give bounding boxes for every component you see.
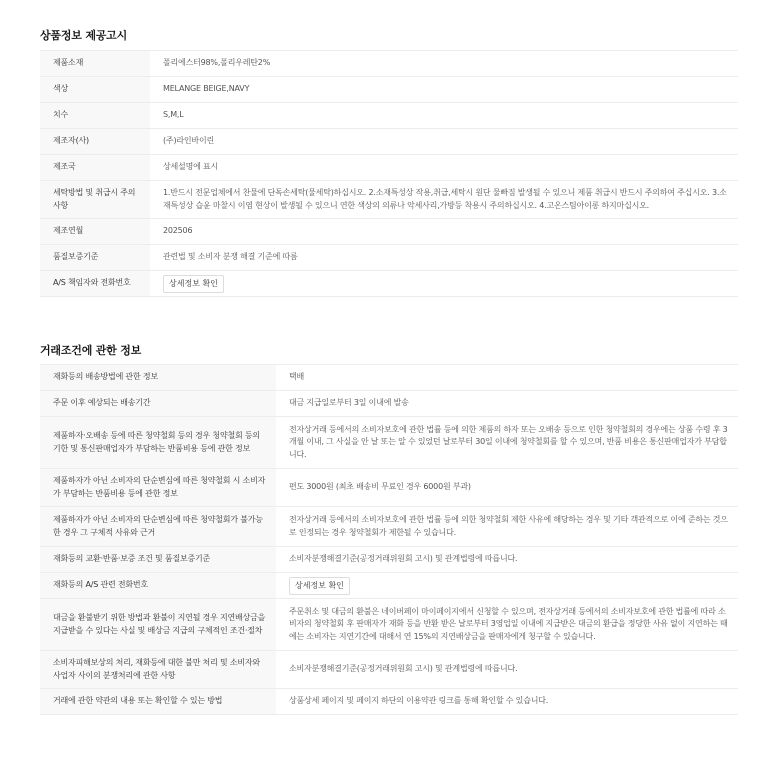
table-row: [40, 469, 738, 507]
row-label: 제조연월: [40, 219, 150, 245]
row-label: 재화등의 배송방법에 관한 정보: [40, 365, 276, 391]
row-value: 1.반드시 전문업체에서 찬물에 단독손세탁(물세탁)하십시오. 2.소재특성상 작용,취급,세탁시 원단 물빠짐 발생될 수 있으니 제품 취급시 반드시 주의하여 주십시오. 3.소재특성상 습윤 마찰시 이염 현상이 발생될 수 있으니 연한 색상의 의류나 악세사리,가방등 착용시 주의하십시오. 4.고온스팀아이롱 하지마십시오.: [150, 181, 738, 219]
row-value: 소비자분쟁해결기준(공정거래위원회 고시) 및 관계법령에 따릅니다.: [276, 547, 738, 573]
table-row: [40, 155, 738, 181]
row-value: 편도 3000원 (최초 배송비 무료인 경우 6000원 부과): [276, 469, 738, 507]
table-row: [40, 417, 738, 469]
table-row: [40, 391, 738, 417]
table-row: [40, 103, 738, 129]
row-label: 제품소재: [40, 51, 150, 77]
table-row: [40, 245, 738, 271]
row-label: 세탁방법 및 취급시 주의사항: [40, 181, 150, 219]
as-phone-detail-button[interactable]: 상세정보 확인: [289, 577, 350, 595]
trade-terms-table: [40, 364, 738, 715]
table-row: [40, 547, 738, 573]
table-row: [40, 77, 738, 103]
product-notice-table: [40, 50, 738, 297]
row-value: 대금 지급일로부터 3일 이내에 발송: [276, 391, 738, 417]
table-row: [40, 365, 738, 391]
row-label: 주문 이후 예상되는 배송기간: [40, 391, 276, 417]
table-row: [40, 507, 738, 547]
row-value: 소비자분쟁해결기준(공정거래위원회 고시) 및 관계법령에 따릅니다.: [276, 651, 738, 689]
row-label: 대금을 환불받기 위한 방법과 환불이 지연될 경우 지연배상금을 지급받을 수 있다는 사실 및 배상금 지급의 구체적인 조건·절차: [40, 599, 276, 651]
trade-terms-title: 거래조건에 관한 정보: [40, 344, 142, 357]
row-value: 택배: [276, 365, 738, 391]
row-value: 주문취소 및 대금의 환불은 네이버페이 마이페이지에서 신청할 수 있으며, 전자상거래 등에서의 소비자보호에 관한 법률에 따라 소비자의 청약철회 후 판매자가 재화 등을 반환 받은 날로부터 3영업일 이내에 지급받은 대금의 환급을 정당한 사유 없이 지연하는 때에는 소비자는 지연기간에 대해서 연 15%의 지연배상금을 판매자에게 청구할 수 있습니다.: [276, 599, 738, 651]
row-label: 제품하자·오배송 등에 따른 청약철회 등의 경우 청약철회 등의 기한 및 통신판매업자가 부담하는 반품비용 등에 관한 정보: [40, 417, 276, 469]
table-row: [40, 271, 738, 297]
table-row: [40, 651, 738, 689]
product-notice-title: 상품정보 제공고시: [40, 29, 128, 42]
row-label: A/S 책임자와 전화번호: [40, 271, 150, 297]
row-value: 폴리에스터98%,폴리우레탄2%: [150, 51, 738, 77]
row-label: 거래에 관한 약관의 내용 또는 확인할 수 있는 방법: [40, 689, 276, 715]
table-row: [40, 51, 738, 77]
row-label: 색상: [40, 77, 150, 103]
row-value: 202506: [150, 219, 738, 245]
row-label: 재화등의 A/S 관련 전화번호: [40, 573, 276, 599]
table-row: [40, 129, 738, 155]
row-value: (주)라인바이린: [150, 129, 738, 155]
row-label: 제품하자가 아닌 소비자의 단순변심에 따른 청약철회 시 소비자가 부담하는 반품비용 등에 관한 정보: [40, 469, 276, 507]
row-value: [150, 271, 738, 297]
row-value: [276, 573, 738, 599]
table-row: [40, 219, 738, 245]
row-value: S,M,L: [150, 103, 738, 129]
table-row: [40, 573, 738, 599]
row-label: 재화등의 교환·반품·보증 조건 및 품질보증기준: [40, 547, 276, 573]
row-value: 상품상세 페이지 및 페이지 하단의 이용약관 링크를 통해 확인할 수 있습니다.: [276, 689, 738, 715]
row-value: MELANGE BEIGE,NAVY: [150, 77, 738, 103]
row-value: 전자상거래 등에서의 소비자보호에 관한 법률 등에 의한 제품의 하자 또는 오배송 등으로 인한 청약철회의 경우에는 상품 수령 후 3개월 이내, 그 사실을 안 날 또는 알 수 있었던 날로부터 30일 이내에 청약철회를 할 수 있으며, 반품 비용은 통신판매업자가 부담합니다.: [276, 417, 738, 469]
as-contact-detail-button[interactable]: 상세정보 확인: [163, 275, 224, 293]
row-value: 상세설명에 표시: [150, 155, 738, 181]
row-label: 품질보증기준: [40, 245, 150, 271]
row-label: 제조국: [40, 155, 150, 181]
row-value: 관련법 및 소비자 분쟁 해결 기준에 따름: [150, 245, 738, 271]
row-label: 제품하자가 아닌 소비자의 단순변심에 따른 청약철회가 불가능한 경우 그 구체적 사유와 근거: [40, 507, 276, 547]
row-label: 소비자피해보상의 처리, 재화등에 대한 불만 처리 및 소비자와 사업자 사이의 분쟁처리에 관한 사항: [40, 651, 276, 689]
row-value: 전자상거래 등에서의 소비자보호에 관한 법률 등에 의한 청약철회 제한 사유에 해당하는 경우 및 기타 객관적으로 이에 준하는 것으로 인정되는 경우 청약철회가 제한될 수 있습니다.: [276, 507, 738, 547]
row-label: 제조자(사): [40, 129, 150, 155]
row-label: 치수: [40, 103, 150, 129]
table-row: [40, 689, 738, 715]
table-row: [40, 599, 738, 651]
table-row: [40, 181, 738, 219]
